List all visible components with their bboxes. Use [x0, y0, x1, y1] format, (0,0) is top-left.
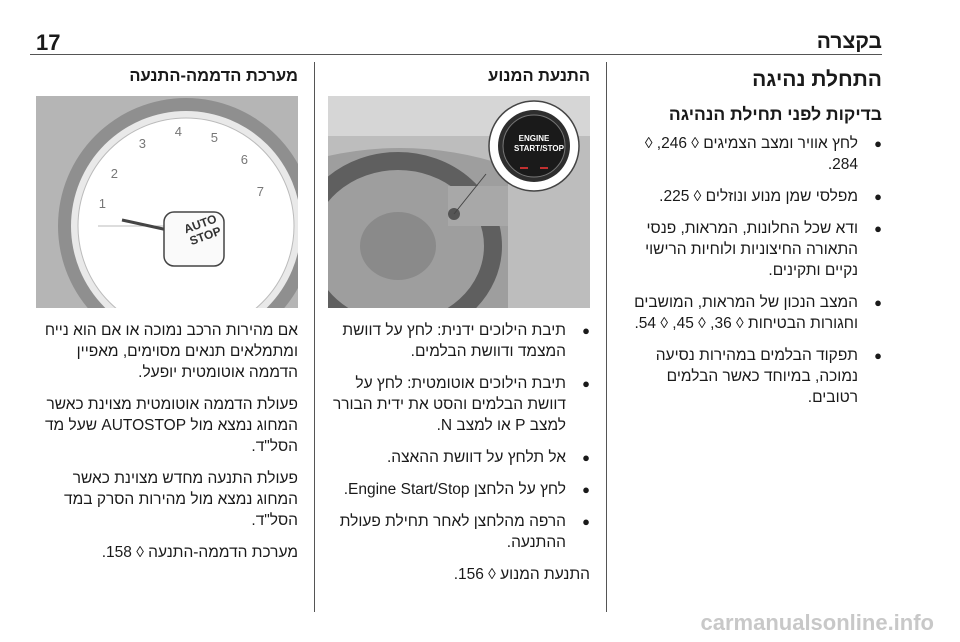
svg-text:5: 5 [210, 130, 218, 145]
paragraph: מערכת הדממה-התנעה ◊ 158. [101, 544, 298, 561]
engine-start-figure [328, 96, 590, 308]
column-divider [314, 62, 315, 612]
list-item: ● המצב הנכון של המראות, המושבים וחגורות הבטיחות ◊ 36, ◊ 45, ◊ 54. [621, 292, 882, 334]
column-start-driving [621, 62, 882, 419]
heading-start-driving: התחלת נהיגה [752, 68, 882, 91]
list-item: ● תפקוד הבלמים במהירות נסיעה נמוכה, במיוחד כאשר הבלמים רטובים. [621, 345, 882, 408]
list-item: ● אל תלחץ על דוושת ההאצה. [328, 447, 590, 468]
engine-button-label: ENGINE START/STOP [514, 134, 564, 153]
list-item: ● לחץ אוויר ומצב הצמיגים ◊ 246, ◊ 284. [621, 133, 882, 175]
paragraph: פעולת התנעה מחדש מצוינת כאשר המחוג נמצא מול מהירות הסרק במד הסל"ד. [64, 470, 298, 529]
svg-text:3: 3 [138, 136, 146, 151]
list-item: ● מפלסי שמן מנוע ונוזלים ◊ 225. [621, 186, 882, 207]
tachometer-figure [36, 96, 298, 308]
column-divider [606, 62, 607, 612]
engine-start-list [328, 320, 590, 553]
svg-text:7: 7 [256, 184, 264, 199]
list-item: ● לחץ על הלחצן Engine Start/Stop. [328, 479, 590, 500]
list-item: ● תיבת הילוכים ידנית: לחץ על דוושת המצמד ודוושת הבלמים. [328, 320, 590, 362]
heading-engine-start: התנעת המנוע [488, 67, 590, 85]
paragraph: אם מהירות הרכב נמוכה או אם הוא נייח ומתמלאים תנאים מסוימים, מאפיין הדממה אוטומטית יופעל. [44, 322, 298, 381]
svg-text:1: 1 [98, 196, 106, 211]
engine-start-reference: התנעת המנוע ◊ 156. [453, 566, 590, 583]
checks-list [621, 133, 882, 408]
list-item: ● תיבת הילוכים אוטומטית: לחץ על דוושת הבלמים והסט את ידית הבורר למצב P או למצב N. [328, 373, 590, 436]
svg-text:4: 4 [174, 124, 182, 139]
svg-text:6: 6 [240, 152, 248, 167]
page-number: 17 [36, 30, 61, 55]
section-title: בקצרה [816, 30, 882, 53]
subheading-checks: בדיקות לפני תחילת הנהיגה [668, 104, 882, 124]
tachometer-illustration [36, 96, 298, 308]
svg-text:2: 2 [110, 166, 118, 181]
watermark: carmanualsonline.info [700, 610, 934, 635]
heading-stop-start: מערכת הדממה-התנעה [129, 67, 298, 85]
dashboard-illustration [328, 96, 590, 308]
column-engine-start [328, 62, 590, 596]
autostop-label: AUTO STOP [182, 211, 223, 249]
paragraph: פעולת הדממה אוטומטית מצוינת כאשר המחוג נמצא מול AUTOSTOP שעל מד הסל"ד. [44, 396, 298, 455]
list-item: ● ודא שכל החלונות, המראות, פנסי התאורה החיצוניות ולוחיות הרישוי נקיים ותקינים. [621, 218, 882, 281]
list-item: ● הרפה מהלחצן לאחר תחילת פעולת ההתנעה. [328, 511, 590, 553]
header-rule [30, 54, 882, 55]
column-stop-start [36, 62, 298, 574]
